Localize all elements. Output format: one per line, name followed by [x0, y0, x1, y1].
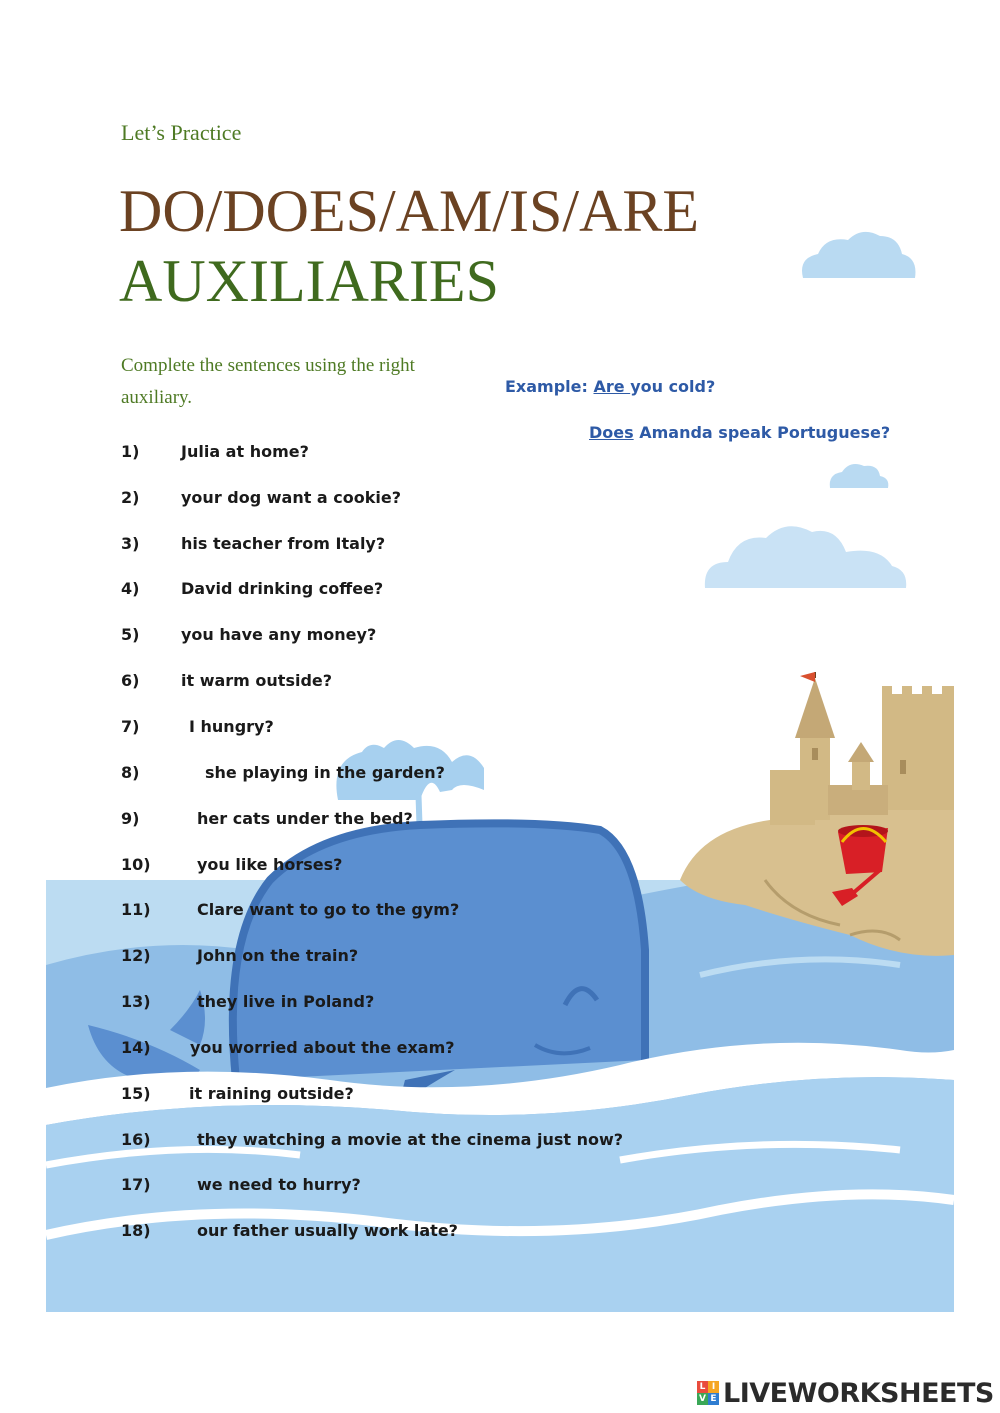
- cloud-icon: [830, 464, 889, 488]
- logo-letter: E: [708, 1393, 719, 1405]
- worksheet-title-line1: DO/DOES/AM/IS/ARE: [119, 178, 700, 244]
- worksheet-subtitle: Let’s Practice: [121, 120, 242, 145]
- question-number: 6): [121, 671, 140, 690]
- question-number: 11): [121, 900, 151, 919]
- question-text: they live in Poland?: [197, 992, 375, 1011]
- question-text: we need to hurry?: [197, 1175, 361, 1194]
- question-text: his teacher from Italy?: [181, 534, 386, 553]
- example-sentence: [589, 423, 890, 442]
- question-text: you have any money?: [181, 625, 377, 644]
- answer-input-11[interactable]: [158, 903, 194, 923]
- answer-input-9[interactable]: [150, 812, 194, 832]
- question-number: 17): [121, 1175, 151, 1194]
- example-answer: Does: [589, 423, 634, 442]
- question-text: Clare want to go to the gym?: [197, 900, 460, 919]
- answer-input-10[interactable]: [158, 858, 194, 878]
- question-number: 13): [121, 992, 151, 1011]
- answer-input-18[interactable]: [158, 1224, 194, 1244]
- question-number: 12): [121, 946, 151, 965]
- cloud-icon: [705, 526, 906, 588]
- question-text: Julia at home?: [181, 442, 309, 461]
- answer-input-13[interactable]: [158, 995, 194, 1015]
- liveworksheets-brand: [697, 1376, 994, 1410]
- question-number: 5): [121, 625, 140, 644]
- example-rest: you cold?: [630, 377, 716, 396]
- answer-input-12[interactable]: [158, 949, 194, 969]
- question-text: David drinking coffee?: [181, 579, 384, 598]
- question-text: they watching a movie at the cinema just now?: [197, 1130, 624, 1149]
- question-number: 14): [121, 1038, 151, 1057]
- question-number: 7): [121, 717, 140, 736]
- answer-input-5[interactable]: [150, 628, 178, 648]
- liveworksheets-logo-icon: [697, 1381, 719, 1405]
- question-number: 1): [121, 442, 140, 461]
- bucket-icon: [838, 825, 888, 874]
- instructions: Complete the sentences using the right auxiliary.: [121, 355, 415, 408]
- answer-input-17[interactable]: [158, 1178, 194, 1198]
- worksheet-title-line2: AUXILIARIES: [119, 248, 499, 314]
- logo-letter: L: [697, 1381, 708, 1393]
- answer-input-3[interactable]: [150, 537, 178, 557]
- question-text: it warm outside?: [181, 671, 333, 690]
- question-number: 4): [121, 579, 140, 598]
- answer-input-2[interactable]: [150, 491, 178, 511]
- question-number: 8): [121, 763, 140, 782]
- question-text: her cats under the bed?: [197, 809, 413, 828]
- cloud-icon: [802, 232, 915, 278]
- question-text: John on the train?: [197, 946, 359, 965]
- question-number: 2): [121, 488, 140, 507]
- answer-input-6[interactable]: [150, 674, 178, 694]
- question-number: 18): [121, 1221, 151, 1240]
- answer-input-8[interactable]: [150, 766, 202, 786]
- question-number: 9): [121, 809, 140, 828]
- question-number: 16): [121, 1130, 151, 1149]
- logo-letter: I: [708, 1381, 719, 1393]
- question-text: it raining outside?: [189, 1084, 354, 1103]
- answer-input-1[interactable]: [150, 445, 178, 465]
- example-sentence: [505, 377, 715, 396]
- example-prefix: Example:: [505, 377, 594, 396]
- logo-letter: V: [697, 1393, 708, 1405]
- answer-input-14[interactable]: [158, 1041, 188, 1061]
- answer-input-4[interactable]: [150, 582, 178, 602]
- answer-input-7[interactable]: [150, 720, 186, 740]
- answer-input-15[interactable]: [158, 1087, 186, 1107]
- question-text: our father usually work late?: [197, 1221, 458, 1240]
- liveworksheets-wordmark: LIVEWORKSHEETS: [723, 1377, 994, 1409]
- example-rest: Amanda speak Portuguese?: [633, 423, 891, 442]
- question-text: she playing in the garden?: [205, 763, 445, 782]
- question-text: you worried about the exam?: [190, 1038, 455, 1057]
- question-text: you like horses?: [197, 855, 343, 874]
- question-text: your dog want a cookie?: [181, 488, 402, 507]
- example-answer: Are: [593, 377, 631, 396]
- question-text: I hungry?: [189, 717, 274, 736]
- question-number: 15): [121, 1084, 151, 1103]
- question-number: 10): [121, 855, 151, 874]
- answer-input-16[interactable]: [158, 1133, 194, 1153]
- question-number: 3): [121, 534, 140, 553]
